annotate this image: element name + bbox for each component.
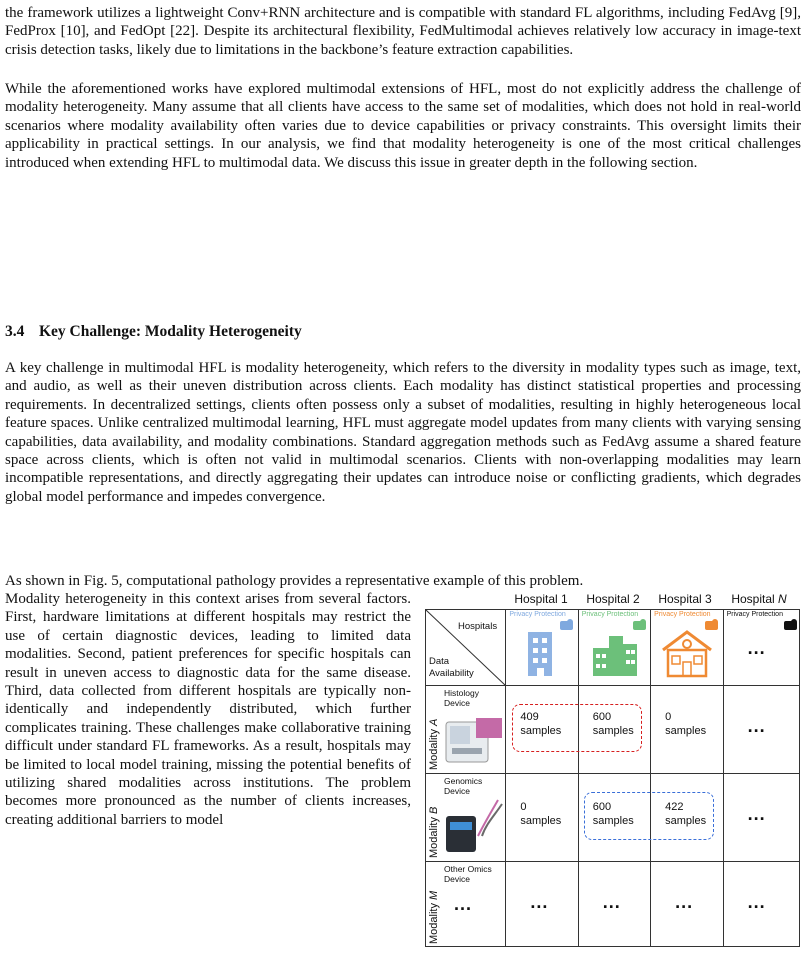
paragraph-aforementioned: While the aforementioned works have explored multimodal extensions of HFL, most do not explicitly address the challenge of modality heterogeneity. Many assume that all clients have access to the same set of modalities, which does not hold in real-world scenarios where modality availability often varies due to device capabilities or privacy constraints. This oversight limits their applicability in practical settings. In our analysis, we find that modality heterogeneity is one of the most critical challenges introduced when extending HFL to multimodal data. We discuss this issue in greater depth in the following section. — [5, 81, 801, 171]
cell-hn-mb — [723, 774, 799, 862]
shared-modality-b-highlight — [584, 792, 714, 840]
ellipsis: ... — [747, 716, 766, 736]
hospital-n-cell — [723, 610, 799, 686]
modality-b-label: Modality B — [428, 806, 440, 858]
ellipsis: ... — [747, 804, 766, 824]
modality-m-label: Modality M — [428, 890, 440, 944]
cell-hn-mm — [723, 862, 799, 947]
modality-m-cell — [426, 862, 506, 947]
sample-count: 600 samples — [592, 711, 634, 737]
histology-device-icon — [426, 686, 506, 774]
paragraph-fig-lead: As shown in Fig. 5, computational pathology provides a representative example of this problem. — [5, 573, 584, 589]
paragraph-intro: the framework utilizes a lightweight Conv+RNN architecture and is compatible with standard FL algorithms, including FedAvg [9], FedProx [10], and FedOpt [22]. Despite its architectural flexibility, FedMultimodal achieves relatively low accuracy in image-text crisis detection tasks, likely due to limitations in the backbone’s feature extraction capabilities. — [5, 5, 801, 58]
hospital-building-icon — [506, 610, 578, 686]
hospital-house-icon — [651, 610, 723, 686]
hospital-3-header: Hospital 3 — [658, 592, 712, 606]
cell-h3-mm — [651, 862, 723, 947]
sample-count: 0 samples — [520, 801, 562, 827]
paragraph-key-challenge: A key challenge in multimodal HFL is modality heterogeneity, which refers to the diversity in modality types such as image, text, and audio, as well as their uneven distribution across clients. Each modality has distinct statistical properties and processing requirements. In decentralized settings, clients often possess only a subset of modalities, resulting in highly heterogeneous local feature spaces. Unlike centralized multimodal learning, HFL must aggregate model updates from many clients with varying sensing capabilities, data availability, and modality combinations. Standard aggregation methods such as FedAvg assume a shared feature space across clients, which is often not valid in multimodal scenarios. Clients with non-overlapping modalities may learn incompatible representations, and directly aggregating their updates can introduce noise or conflicting gradients, which degrades global model performance and impedes convergence. — [5, 360, 801, 505]
hospital-2-cell — [578, 610, 650, 686]
privacy-label: Privacy Protection — [654, 611, 711, 618]
cell-h3-ma — [651, 686, 723, 774]
hospital-2-header: Hospital 2 — [586, 592, 640, 606]
sample-count: 409 samples — [520, 711, 562, 737]
hospital-n-header: Hospital N — [731, 592, 787, 606]
cell-hn-ma — [723, 686, 799, 774]
other-omics-device-label: Other Omics Device — [444, 864, 492, 884]
ellipsis: ... — [747, 638, 766, 658]
genomics-device-icon — [426, 774, 506, 862]
ellipsis: ... — [530, 892, 549, 912]
ellipsis: ... — [602, 892, 621, 912]
modality-a-cell — [426, 686, 506, 774]
corner-cell — [426, 610, 506, 686]
hospital-1-header: Hospital 1 — [514, 592, 568, 606]
hospital-campus-icon — [579, 610, 651, 686]
sample-count: 422 samples — [665, 801, 707, 827]
availability-table — [425, 609, 800, 947]
figure-5 — [425, 592, 800, 956]
histology-device-label: Histology Device — [444, 688, 479, 708]
cell-h1-mb — [506, 774, 578, 862]
section-number: 3.4 — [5, 323, 25, 340]
privacy-label: Privacy Protection — [581, 611, 639, 618]
modality-a-label: Modality A — [428, 718, 440, 770]
ellipsis: ... — [675, 892, 694, 912]
cell-h2-mm — [578, 862, 650, 947]
sample-count: 600 samples — [592, 801, 634, 827]
ellipsis: ... — [747, 892, 766, 912]
section-title: Key Challenge: Modality Heterogeneity — [39, 323, 302, 340]
sample-count: 0 samples — [665, 711, 707, 737]
hospital-3-cell — [651, 610, 723, 686]
section-heading — [5, 323, 302, 341]
lock-icon — [724, 610, 800, 630]
genomics-device-label: Genomics Device — [444, 776, 483, 796]
ellipsis: ... — [454, 894, 473, 914]
privacy-label: Privacy Protection — [509, 611, 566, 618]
corner-data-availability-label: Data Availability — [429, 656, 474, 679]
cell-h1-mm — [506, 862, 578, 947]
hospital-1-cell — [506, 610, 578, 686]
modality-b-cell — [426, 774, 506, 862]
corner-hospitals-label: Hospitals — [458, 621, 498, 632]
paragraph-wrap: Modality heterogeneity in this context arises from several factors. First, hardware limitations at different hospitals may restrict the use of certain diagnostic devices, leading to limited data modalities. Second, patient preferences for specific hospitals can result in uneven access to diagnostic data for the same disease. Third, data collected from different hospitals are typically non-identically and independently distributed, which further complicates training. These challenges make collaborative training difficult under standard FL frameworks. As a result, hospitals may be limited to local model training, missing the potential benefits of utilizing shared modalities across institutions. The problem becomes more pronounced as the number of clients increases, creating additional barriers to model — [5, 591, 411, 828]
shared-modality-a-highlight — [512, 704, 642, 752]
privacy-label: Privacy Protection — [726, 611, 783, 618]
